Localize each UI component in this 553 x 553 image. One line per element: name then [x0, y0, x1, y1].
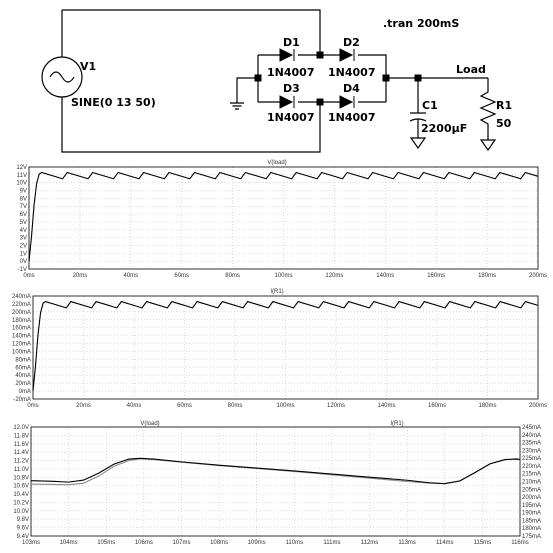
y-tick-label: 60mA — [15, 365, 31, 372]
y-right-tick-label: 215mA — [522, 471, 542, 478]
y-tick-label: 4V — [19, 227, 27, 234]
y-tick-label: 200mA — [11, 309, 31, 316]
y-tick-label: 40mA — [15, 373, 31, 380]
y-right-tick-label: 230mA — [522, 448, 542, 455]
y-tick-label: 180mA — [11, 317, 31, 324]
y-tick-label: 140mA — [11, 333, 31, 340]
y-tick-label: 11.2V — [13, 458, 29, 465]
d1-model: 1N4007 — [267, 66, 315, 79]
diode-d1-symbol — [280, 49, 292, 61]
x-tick-label: 140ms — [377, 403, 396, 409]
d2-name: D2 — [343, 36, 360, 49]
y-tick-label: 9.8V — [16, 517, 29, 524]
y-tick-label: 10.4V — [13, 492, 29, 499]
vload-pane-title: V(load) — [267, 160, 287, 166]
y-tick-label: 12V — [16, 165, 27, 171]
y-tick-label: 0mA — [18, 389, 31, 396]
d1-name: D1 — [283, 36, 300, 49]
y-right-tick-label: 205mA — [522, 487, 542, 494]
y-tick-label: 5V — [19, 219, 27, 226]
x-tick-label: 80ms — [225, 273, 240, 279]
y-tick-label: 11.4V — [13, 450, 29, 457]
circuit-schematic — [0, 0, 553, 158]
x-tick-label: 180ms — [478, 273, 497, 279]
y-tick-label: 7V — [19, 204, 27, 211]
series-line-v-load- — [31, 459, 520, 485]
y-right-tick-label: 220mA — [522, 463, 542, 470]
y-tick-label: 1V — [19, 251, 27, 258]
y-right-tick-label: 200mA — [522, 495, 542, 502]
source-value: SINE(0 13 50) — [71, 96, 156, 109]
y-tick-label: 9V — [19, 188, 27, 195]
y-tick-label: 220mA — [11, 301, 31, 308]
d4-name: D4 — [343, 82, 360, 95]
y-tick-label: 2V — [19, 243, 27, 250]
y-tick-label: 8V — [19, 196, 27, 203]
net-label-load: Load — [456, 63, 486, 76]
d3-model: 1N4007 — [267, 111, 315, 124]
y-tick-label: 80mA — [15, 357, 31, 364]
d3-name: D3 — [283, 82, 300, 95]
x-tick-label: 40ms — [123, 273, 139, 279]
y-tick-label: 10.0V — [13, 508, 29, 515]
y-right-tick-label: 245mA — [522, 425, 542, 431]
d2-model: 1N4007 — [328, 66, 376, 79]
y-right-tick-label: 180mA — [522, 526, 542, 533]
x-tick-label: 160ms — [427, 273, 446, 279]
x-tick-label: 103ms — [21, 540, 41, 546]
x-tick-label: 80ms — [227, 403, 243, 409]
y-right-tick-label: 175mA — [522, 534, 542, 540]
x-tick-label: 116ms — [511, 540, 529, 546]
y-tick-label: 11.0V — [13, 466, 29, 473]
y-right-tick-label: 235mA — [522, 440, 542, 447]
x-tick-label: 106ms — [134, 540, 153, 546]
x-tick-label: 200ms — [528, 403, 548, 409]
x-tick-label: 100ms — [274, 273, 293, 279]
y-right-tick-label: 185mA — [522, 518, 542, 525]
x-tick-label: 111ms — [323, 540, 341, 546]
diode-d3-symbol — [280, 96, 292, 108]
y-tick-label: 0V — [19, 259, 27, 266]
tran-directive: .tran 200mS — [383, 17, 460, 30]
y-right-tick-label: 210mA — [522, 479, 542, 486]
y-tick-label: 11.8V — [13, 433, 29, 440]
diode-d4-symbol — [340, 96, 352, 108]
vload-waveform-pane — [0, 158, 553, 283]
x-tick-label: 200ms — [528, 273, 548, 279]
y-tick-label: 11.6V — [13, 441, 29, 448]
x-tick-label: 60ms — [177, 403, 192, 409]
x-tick-label: 0ms — [27, 403, 39, 409]
x-tick-label: 20ms — [76, 403, 91, 409]
zoom-title-ir1: I(R1) — [390, 421, 404, 427]
y-tick-label: 6V — [19, 212, 27, 219]
x-tick-label: 112ms — [360, 540, 379, 546]
x-tick-label: 109ms — [247, 540, 266, 546]
y-tick-label: 12.0V — [13, 425, 29, 431]
y-tick-label: -1V — [17, 267, 27, 273]
cap-value: 2200µF — [421, 122, 468, 135]
y-tick-label: 160mA — [11, 325, 31, 332]
y-tick-label: 10.6V — [13, 483, 29, 490]
x-tick-label: 100ms — [276, 403, 295, 409]
x-tick-label: 120ms — [326, 403, 346, 409]
series-line-i-r1- — [31, 458, 520, 483]
y-tick-label: 10.8V — [13, 475, 29, 482]
x-tick-label: 104ms — [59, 540, 78, 546]
y-tick-label: 3V — [19, 235, 27, 242]
x-tick-label: 160ms — [427, 403, 447, 409]
y-tick-label: -20mA — [13, 397, 31, 403]
y-right-tick-label: 190mA — [522, 510, 542, 517]
res-name: R1 — [496, 99, 513, 112]
x-tick-label: 40ms — [126, 403, 142, 409]
x-tick-label: 140ms — [376, 273, 395, 279]
y-tick-label: 20mA — [15, 381, 31, 388]
zoom-title-vload: V(load) — [140, 421, 160, 427]
diode-d2-symbol — [340, 49, 352, 61]
y-right-tick-label: 195mA — [522, 502, 542, 509]
y-tick-label: 10V — [16, 180, 27, 187]
x-tick-label: 105ms — [97, 540, 116, 546]
y-tick-label: 10.2V — [13, 500, 29, 507]
x-tick-label: 113ms — [398, 540, 416, 546]
ir1-pane-title: I(R1) — [270, 289, 284, 295]
x-tick-label: 114ms — [435, 540, 454, 546]
x-tick-label: 120ms — [325, 273, 344, 279]
y-right-tick-label: 240mA — [522, 432, 542, 439]
y-right-tick-label: 225mA — [522, 456, 542, 463]
x-tick-label: 180ms — [478, 403, 497, 409]
x-tick-label: 60ms — [174, 273, 190, 279]
y-tick-label: 9.4V — [16, 534, 29, 540]
zoom-waveform-pane — [0, 419, 553, 553]
res-value: 50 — [496, 117, 512, 130]
x-tick-label: 0ms — [23, 273, 35, 279]
x-tick-label: 115ms — [473, 540, 492, 546]
source-name: V1 — [80, 60, 97, 73]
y-tick-label: 240mA — [11, 294, 31, 300]
plot-frame — [31, 427, 520, 536]
x-tick-label: 108ms — [210, 540, 229, 546]
y-tick-label: 11V — [16, 172, 27, 179]
x-tick-label: 107ms — [172, 540, 191, 546]
y-tick-label: 100mA — [11, 349, 31, 356]
x-tick-label: 110ms — [285, 540, 304, 546]
d4-model: 1N4007 — [328, 111, 376, 124]
y-tick-label: 120mA — [11, 341, 31, 348]
y-tick-label: 9.6V — [16, 525, 29, 532]
x-tick-label: 20ms — [72, 273, 88, 279]
cap-name: C1 — [422, 99, 438, 112]
ir1-waveform-pane — [0, 287, 553, 414]
